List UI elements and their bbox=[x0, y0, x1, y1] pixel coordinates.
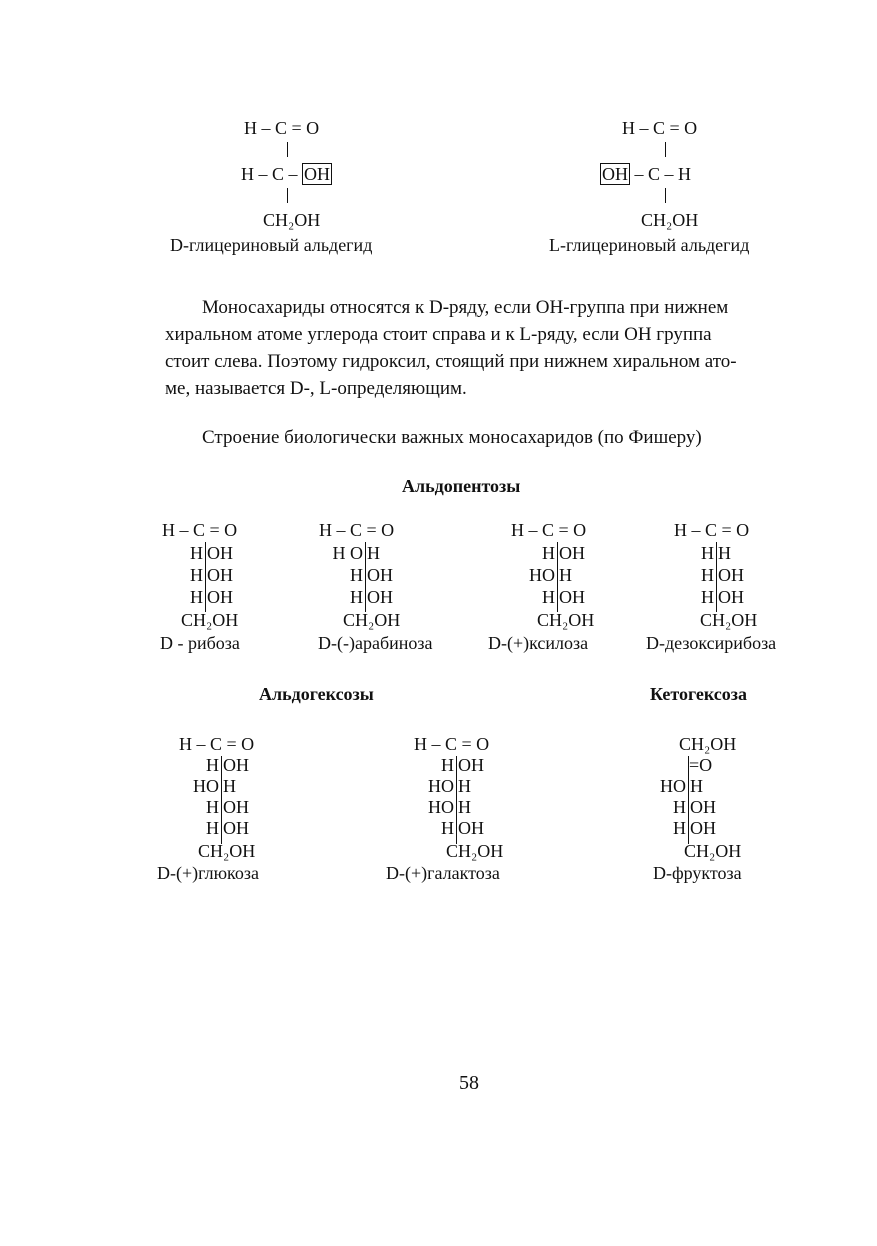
right-substituent: OH bbox=[559, 543, 585, 563]
right-substituent: H bbox=[718, 543, 731, 563]
right-substituent: OH bbox=[223, 818, 249, 838]
right-substituent: OH bbox=[718, 587, 744, 607]
l-glyceraldehyde-chiral-carbon: OH – C – H bbox=[602, 164, 692, 184]
right-substituent: OH bbox=[207, 543, 233, 563]
l-glyceraldehyde-caption: L-глицериновый альдегид bbox=[549, 235, 750, 255]
paragraph-line: хиральном атоме углерода стоит справа и к L-ряду, если OH группа bbox=[165, 324, 712, 345]
right-substituent: OH bbox=[690, 797, 716, 817]
carbon-chain-line bbox=[365, 542, 366, 612]
fischer-top-group: H – C = O bbox=[162, 520, 238, 540]
carbon-chain-line bbox=[456, 756, 457, 844]
right-substituent: OH bbox=[207, 565, 233, 585]
left-substituent: H bbox=[206, 755, 219, 775]
fischer-top-group: H – C = O bbox=[179, 734, 255, 754]
left-substituent: H bbox=[701, 565, 714, 585]
d-glyceraldehyde-chiral-carbon: H – C – OH bbox=[241, 164, 331, 184]
left-substituent: H bbox=[701, 543, 714, 563]
paragraph-line: стоит слева. Поэтому гидроксил, стоящий при нижнем хиральном ато- bbox=[165, 351, 737, 372]
right-substituent: H bbox=[223, 776, 236, 796]
fischer-top-group: CH₂OH bbox=[679, 734, 737, 754]
left-substituent: H bbox=[542, 543, 555, 563]
carbon-chain-line bbox=[205, 542, 206, 612]
d-glyceraldehyde-caption: D-глицериновый альдегид bbox=[170, 235, 373, 255]
fischer-bottom-group: CH₂OH bbox=[198, 841, 256, 861]
fischer-bottom-group: CH₂OH bbox=[700, 610, 758, 630]
left-substituent: H bbox=[673, 818, 686, 838]
right-substituent: OH bbox=[223, 797, 249, 817]
fischer-top-group: H – C = O bbox=[511, 520, 587, 540]
left-substituent: HO bbox=[428, 776, 454, 796]
right-substituent: OH bbox=[223, 755, 249, 775]
right-substituent: H bbox=[458, 776, 471, 796]
d-glyceraldehyde-ch2oh: CH₂OH bbox=[263, 210, 321, 230]
right-substituent: OH bbox=[367, 565, 393, 585]
l-glyceraldehyde-aldehyde: H – C = O bbox=[622, 118, 698, 138]
left-substituent: H bbox=[190, 565, 203, 585]
right-substituent: OH bbox=[718, 565, 744, 585]
right-substituent: H bbox=[690, 776, 703, 796]
carbon-chain-line bbox=[557, 542, 558, 612]
carbonyl-double-bond: =O bbox=[689, 755, 713, 775]
right-substituent: OH bbox=[690, 818, 716, 838]
left-substituent: H bbox=[350, 587, 363, 607]
aldopentoses-heading: Альдопентозы bbox=[402, 476, 521, 496]
fischer-top-group: H – C = O bbox=[414, 734, 490, 754]
left-substituent: HO bbox=[529, 565, 555, 585]
left-substituent: HO bbox=[428, 797, 454, 817]
fischer-top-group: H – C = O bbox=[319, 520, 395, 540]
left-substituent: H bbox=[673, 797, 686, 817]
l-glyceraldehyde-hydroxyl-box: OH bbox=[602, 164, 628, 184]
fischer-bottom-group: CH₂OH bbox=[343, 610, 401, 630]
paragraph-line: Моносахариды относятся к D-ряду, если OH-группа при нижнем bbox=[202, 297, 729, 318]
bond-line bbox=[287, 142, 288, 157]
bond-line bbox=[287, 188, 288, 203]
right-substituent: H bbox=[367, 543, 380, 563]
l-glyceraldehyde-ch2oh: CH₂OH bbox=[641, 210, 699, 230]
left-substituent: H bbox=[190, 543, 203, 563]
left-substituent: H bbox=[441, 818, 454, 838]
fischer-top-group: H – C = O bbox=[674, 520, 750, 540]
left-substituent: H bbox=[206, 797, 219, 817]
right-substituent: H bbox=[458, 797, 471, 817]
sugar-name: D-фруктоза bbox=[653, 863, 742, 883]
fischer-bottom-group: CH₂OH bbox=[537, 610, 595, 630]
sugar-name: D-дезоксирибоза bbox=[646, 633, 777, 653]
right-substituent: OH bbox=[458, 818, 484, 838]
left-substituent: HO bbox=[660, 776, 686, 796]
body-paragraph bbox=[165, 294, 783, 402]
right-substituent: H bbox=[559, 565, 572, 585]
carbon-chain-line bbox=[716, 542, 717, 612]
left-substituent: H bbox=[190, 587, 203, 607]
sugar-name: D-(+)ксилоза bbox=[488, 633, 589, 653]
ketohexose-heading: Кетогексоза bbox=[650, 684, 748, 704]
bond-line bbox=[665, 188, 666, 203]
left-substituent: H bbox=[206, 818, 219, 838]
d-glyceraldehyde-aldehyde: H – C = O bbox=[244, 118, 320, 138]
fischer-bottom-group: CH₂OH bbox=[684, 841, 742, 861]
page-number: 58 bbox=[459, 1072, 479, 1094]
bond-line bbox=[665, 142, 666, 157]
right-substituent: OH bbox=[207, 587, 233, 607]
paragraph-line: ме, называется D-, L-определяющим. bbox=[165, 378, 467, 399]
aldohexoses-heading: Альдогексозы bbox=[259, 684, 374, 704]
section-title: Строение биологически важных моносахаридов (по Фишеру) bbox=[202, 427, 702, 448]
fischer-bottom-group: CH₂OH bbox=[446, 841, 504, 861]
right-substituent: OH bbox=[458, 755, 484, 775]
sugar-name: D-(+)галактоза bbox=[386, 863, 500, 883]
carbon-chain-line bbox=[221, 756, 222, 844]
left-substituent: HO bbox=[193, 776, 219, 796]
fischer-bottom-group: CH₂OH bbox=[181, 610, 239, 630]
right-substituent: OH bbox=[367, 587, 393, 607]
sugar-name: D-(-)арабиноза bbox=[318, 633, 433, 653]
d-glyceraldehyde-hydroxyl-box: OH bbox=[304, 164, 331, 184]
sugar-name: D-(+)глюкоза bbox=[157, 863, 259, 883]
right-substituent: OH bbox=[559, 587, 585, 607]
sugar-name: D - рибоза bbox=[160, 633, 240, 653]
left-substituent: H bbox=[350, 565, 363, 585]
left-substituent: H bbox=[542, 587, 555, 607]
left-substituent: H bbox=[701, 587, 714, 607]
left-substituent: H O bbox=[332, 543, 363, 563]
left-substituent: H bbox=[441, 755, 454, 775]
